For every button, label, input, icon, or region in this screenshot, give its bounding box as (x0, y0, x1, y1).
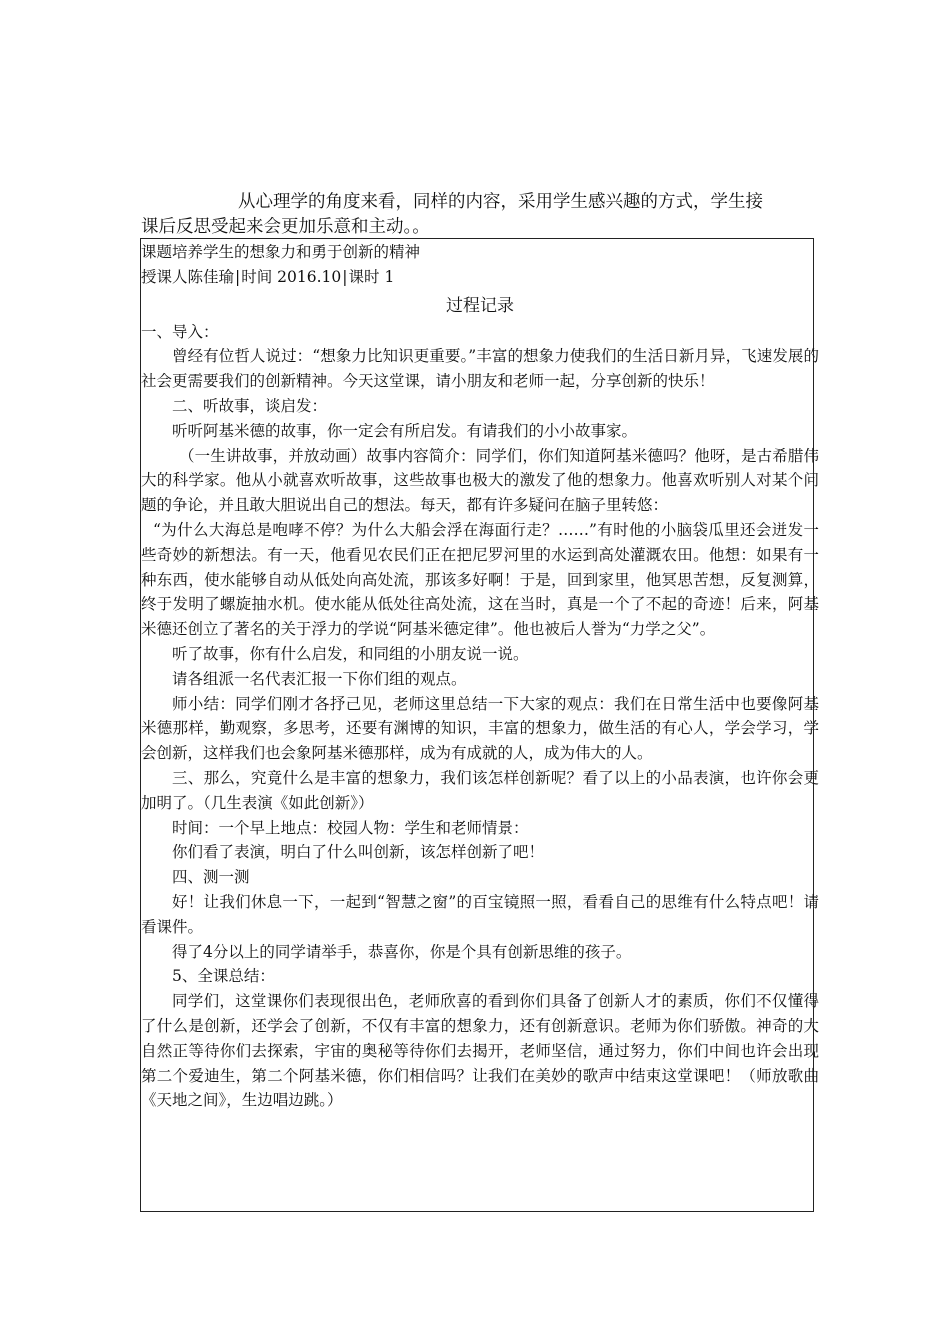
teacher-field: 授课人陈佳瑜 (141, 267, 235, 286)
section-heading: 5、全课总结： (172, 967, 275, 986)
section-heading: 一、导入： (141, 322, 219, 341)
intro-line-1: 从心理学的角度来看，同样的内容，采用学生感兴趣的方式，学生接 (238, 192, 763, 212)
lesson-topic: 课题培养学生的想象力和勇于创新的精神 (141, 243, 421, 261)
paragraph: 时间：一个早上地点：校园人物：学生和老师情景： (172, 818, 529, 837)
meta-separator: | (235, 267, 241, 286)
paragraph: 得了4分以上的同学请举手，恭喜你，你是个具有创新思维的孩子。 (172, 942, 632, 961)
paragraph: 听了故事，你有什么启发，和同组的小朋友说一说。 (172, 644, 529, 663)
time-field: 时间 2016.10 (241, 267, 342, 286)
paragraph: “为什么大海总是咆哮不停？为什么大船会浮在海面行走？……”有时他的小脑袋瓜里还会迸发一些奇妙的新想法。有一天，他看见农民们正在把尼罗河里的水运到高处灌溉农田。他想：如果有一种东西，使水能够自动从低处向高处流，那该多好啊！于是，回到家里，他冥思苦想，反复测算，终于发明了螺旋抽水机。使水能从低处往高处流，这在当时，真是一个了不起的奇迹！后来，阿基米德还创立了著名的关于浮力的学说“阿基米德定律”。他也被后人誉为“力学之父”。 (141, 520, 819, 639)
paragraph: 好！让我们休息一下，一起到“智慧之窗”的百宝镜照一照，看看自己的思维有什么特点吧！请看课件。 (141, 892, 819, 936)
paragraph: 听听阿基米德的故事，你一定会有所启发。有请我们的小小故事家。 (172, 421, 638, 440)
meta-separator: | (342, 267, 348, 286)
paragraph: 同学们，这堂课你们表现很出色，老师欣喜的看到你们具备了创新人才的素质，你们不仅懂得了什么是创新，还学会了创新，不仅有丰富的想象力，还有创新意识。老师为你们骄傲。神奇的大自然正等待你们去探索，宇宙的奥秘等待你们去揭开，老师坚信，通过努力，你们中间也许会出现第二个爱迪生，第二个阿基米德，你们相信吗？让我们在美妙的歌声中结束这堂课吧！（师放歌曲《天地之间》，生边唱边跳。） (141, 992, 819, 1110)
paragraph: （一生讲故事，并放动画）故事内容简介：同学们，你们知道阿基米德吗？他呀，是古希腊伟大的科学家。他从小就喜欢听故事，这些故事也极大的激发了他的想象力。他喜欢听别人对某个问题的争论，并且敢大胆说出自己的想法。每天，都有许多疑问在脑子里转悠： (141, 446, 819, 515)
paragraph: 请各组派一名代表汇报一下你们组的观点。 (172, 669, 467, 688)
paragraph: 三、那么，究竟什么是丰富的想象力，我们该怎样创新呢？看了以上的小品表演，也许你会更加明了。（几生表演《如此创新》） (141, 768, 819, 812)
lesson-record-content (141, 240, 819, 1113)
paragraph: 曾经有位哲人说过：“想象力比知识更重要。”丰富的想象力使我们的生活日新月异，飞速发展的社会更需要我们的创新精神。今天这堂课，请小朋友和老师一起，分享创新的快乐！ (141, 347, 819, 391)
section-heading: 四、测一测 (172, 868, 250, 887)
paragraph: 师小结：同学们刚才各抒己见，老师这里总结一下大家的观点：我们在日常生活中也要像阿基米德那样，勤观察，多思考，还要有渊博的知识，丰富的想象力，做生活的有心人，学会学习，学会创新，这样我们也会象阿基米德那样，成为有成就的人，成为伟大的人。 (141, 694, 819, 763)
lesson-meta (141, 265, 819, 290)
section-heading: 二、听故事，谈启发： (172, 396, 328, 415)
intro-line-2: 课后反思受起来会更加乐意和主动。。 (141, 217, 430, 237)
record-title: 过程记录 (446, 295, 514, 316)
intro-text (141, 190, 817, 240)
period-field: 课时 1 (348, 267, 395, 286)
paragraph: 你们看了表演，明白了什么叫创新，该怎样创新了吧！ (172, 843, 545, 862)
